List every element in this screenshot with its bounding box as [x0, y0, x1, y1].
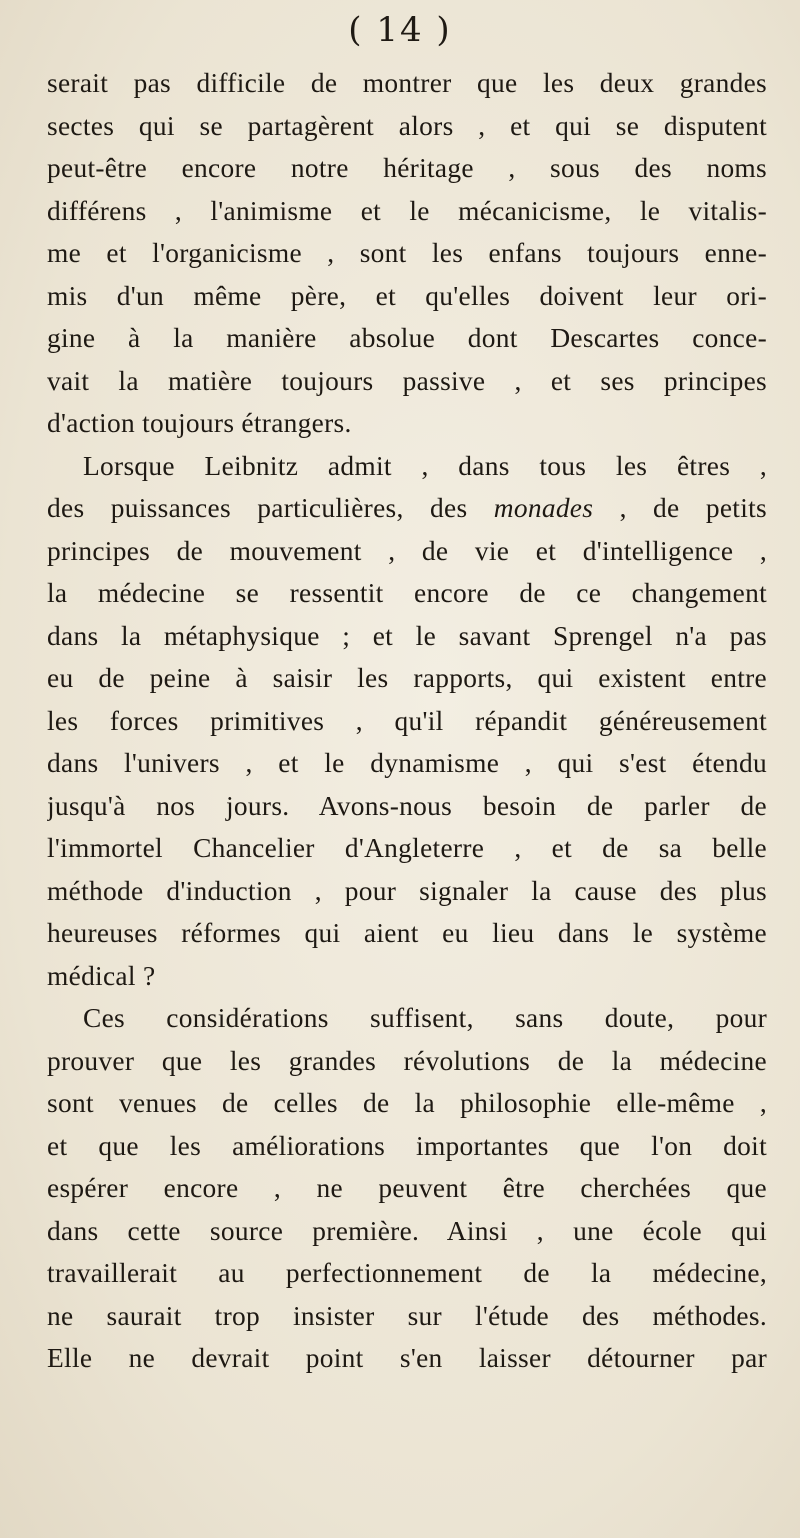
text-line: eu de peine à saisir les rapports, qui existent entre [47, 663, 767, 693]
text-line: la médecine se ressentit encore de ce changement [47, 578, 767, 608]
paragraph-2 [47, 445, 767, 998]
text-line: me et l'organicisme , sont les enfans toujours enne- [47, 238, 767, 268]
text-line: peut-être encore notre héritage , sous des noms [47, 153, 767, 183]
text-line: différens , l'animisme et le mécanicisme, le vitalis- [47, 195, 767, 226]
text-line: les forces primitives , qu'il répandit généreusement [47, 705, 767, 736]
body-text [47, 62, 767, 1380]
text-line: principes de mouvement , de vie et d'intelligence , [47, 535, 767, 566]
paragraph-3 [47, 997, 767, 1380]
text-line: sont venues de celles de la philosophie elle-même , [47, 1088, 767, 1118]
text-line: Lorsque Leibnitz admit , dans tous les êtres , [83, 450, 767, 481]
text-line: méthode d'induction , pour signaler la cause des plus [47, 875, 767, 906]
text-line: vait la matière toujours passive , et ses principes [47, 365, 767, 396]
text-line: Ces considérations suffisent, sans doute, pour [83, 1003, 767, 1033]
text-line: serait pas difficile de montrer que les deux grandes [47, 68, 767, 98]
text-line: l'immortel Chancelier d'Angleterre , et de sa belle [47, 833, 767, 863]
text-line: et que les améliorations importantes que l'on doit [47, 1130, 767, 1161]
page-number: ( 14 ) [348, 10, 452, 50]
text-line: dans la métaphysique ; et le savant Sprengel n'a pas [47, 620, 767, 651]
text-line: des puissances particulières, des monades , de petits [47, 493, 767, 523]
text-line: gine à la manière absolue dont Descartes conce- [47, 323, 767, 353]
text-line: dans cette source première. Ainsi , une école qui [47, 1215, 767, 1246]
italic-term: monades [493, 493, 594, 523]
text-line: sectes qui se partagèrent alors , et qui se disputent [47, 110, 767, 141]
text-line: prouver que les grandes révolutions de la médecine [47, 1045, 767, 1076]
text-line: dans l'univers , et le dynamisme , qui s'est étendu [47, 748, 767, 778]
text-line: travaillerait au perfectionnement de la médecine, [47, 1258, 767, 1288]
text-line: espérer encore , ne peuvent être cherchées que [47, 1173, 767, 1203]
text-line: jusqu'à nos jours. Avons-nous besoin de parler de [47, 790, 767, 821]
text-line: ne saurait trop insister sur l'étude des méthodes. [47, 1300, 767, 1331]
text-line: mis d'un même père, et qu'elles doivent leur ori- [47, 280, 767, 311]
text-line: heureuses réformes qui aient eu lieu dans le système [47, 918, 767, 948]
text-line: d'action toujours étrangers. [47, 408, 352, 438]
text-line: Elle ne devrait point s'en laisser détourner par [47, 1343, 767, 1373]
text-line: médical ? [47, 960, 156, 991]
paragraph-1 [47, 62, 767, 445]
